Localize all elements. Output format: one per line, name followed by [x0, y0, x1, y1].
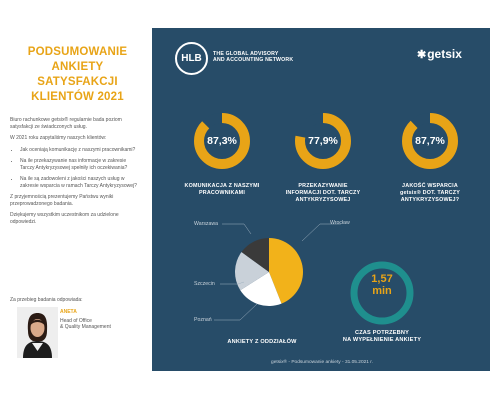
time-number: 1,57: [371, 273, 393, 285]
pie-label-szczecin: Szczecin: [194, 281, 215, 287]
pie-label-wroclaw: Wrocław: [330, 220, 350, 226]
question-list: [10, 147, 140, 190]
intro-paragraph: Z przyjemnością prezentujemy Państwu wyniki przeprowadzonego badania.: [10, 194, 114, 207]
person-role: & Quality Management: [60, 324, 111, 330]
intro-text: [10, 117, 140, 230]
ring-label-line: PRZEKAZYWANIE: [298, 183, 348, 189]
person-name: ANETA: [60, 309, 77, 315]
ring-label-line: getsix® DOT. TARCZY: [399, 190, 461, 196]
ring-value: 87,3%: [207, 135, 237, 147]
ring-label-line: ANTYKRYZYSOWEJ: [295, 197, 351, 203]
pie-label-warszawa: Warszawa: [194, 221, 219, 227]
question-item: • Jak oceniają komunikację z naszymi pracownikami?: [20, 147, 140, 154]
page-title: [10, 45, 145, 105]
ring-label-line: ANTYKRYZYSOWEJ?: [400, 197, 460, 203]
leader-line-poznan: [214, 304, 257, 320]
person-photo-icon: [17, 307, 58, 358]
hlb-logo: HLB: [175, 42, 208, 75]
question-item: • Na ile są zadowoleni z jakości naszych usług w zakresie wsparcia w ramach Tarczy Antykryzysowej?: [20, 176, 140, 189]
ring-label-line: KOMUNIKACJA Z NASZYMI: [184, 183, 260, 189]
time-unit: min: [372, 285, 392, 297]
time-value: [348, 273, 416, 297]
avatar: [17, 307, 58, 358]
pie-chart-title: ANKIETY Z ODDZIAŁÓW: [227, 339, 297, 345]
title-line: PODSUMOWANIE: [27, 46, 128, 58]
hlb-tagline-line: AND ACCOUNTING NETWORK: [213, 57, 294, 63]
intro-paragraph: W 2021 roku zapytaliśmy naszych klientów:: [10, 135, 107, 141]
time-label: [324, 330, 440, 344]
ring-value: 77,9%: [308, 135, 338, 147]
intro-paragraph: Dziękujemy wszystkim uczestnikom za udzielone odpowiedzi.: [10, 212, 119, 225]
title-line: SATYSFAKCJI: [37, 76, 118, 88]
document-sheet: [0, 28, 500, 371]
pie-label-poznan: Poznań: [194, 317, 212, 323]
title-line: ANKIETY: [51, 61, 104, 73]
person-info: [60, 309, 111, 331]
ring-label-line: JAKOŚĆ WSPARCIA: [402, 183, 458, 189]
left-column: [0, 28, 152, 371]
question-item: • Na ile przekazywanie nas informacje w zakresie Tarczy Antykryzysowej spełniły ich oczekiwania?: [20, 158, 140, 171]
intro-paragraph: Biuro rachunkowe getsix® regularnie bada poziom satysfakcji ze świadczonych usług.: [10, 117, 122, 130]
ring-label-line: PRACOWNIKAMI: [198, 190, 246, 196]
page-footer: getsix® - Podsumowanie ankiety - 31.05.2021 r.: [271, 360, 373, 365]
ring-label-line: INFORMACJI DOT. TARCZY: [285, 190, 361, 196]
person-role: Head of Office: [60, 317, 92, 324]
getsix-mark-icon: ✱: [417, 49, 427, 61]
leader-line-warszawa: [222, 224, 251, 234]
time-label-line: NA WYPEŁNIENIE ANKIETY: [342, 337, 422, 343]
pie-slices: [235, 238, 303, 306]
ring-value: 87,7%: [415, 135, 445, 147]
getsix-wordmark: getsix: [427, 47, 462, 61]
signoff-text: Za przebieg badania odpowiada:: [10, 297, 83, 303]
title-line: KLIENTÓW 2021: [31, 91, 124, 103]
hlb-tagline-line: THE GLOBAL ADVISORY: [213, 51, 279, 57]
time-label-line: CZAS POTRZEBNY: [354, 330, 410, 336]
results-panel: [152, 28, 490, 371]
leader-line-wroclaw: [302, 224, 341, 241]
